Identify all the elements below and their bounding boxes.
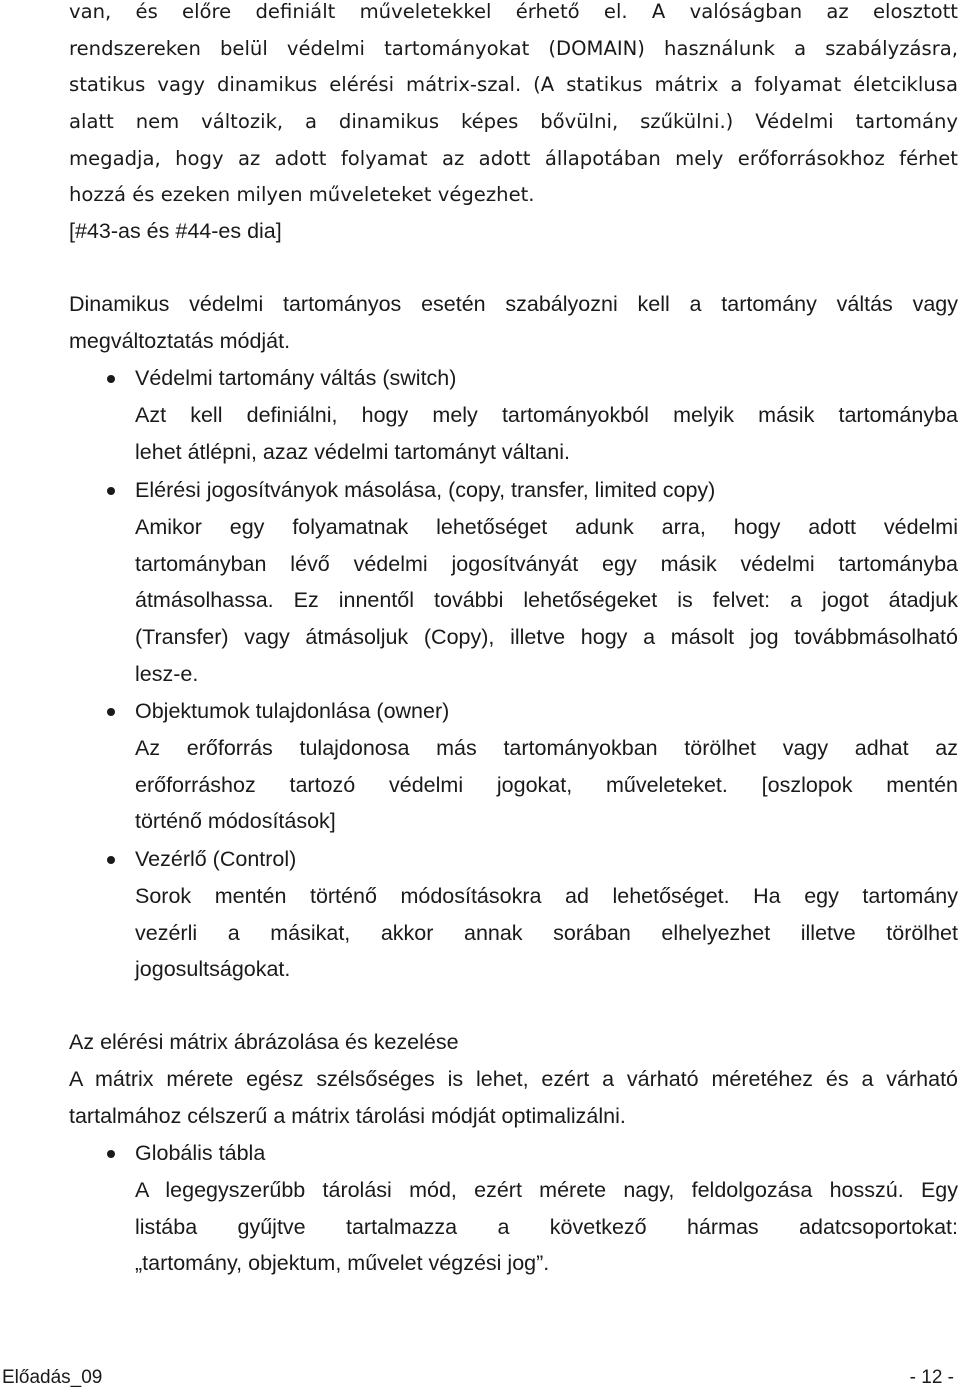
- text-line: jogosultságokat.: [135, 957, 291, 982]
- bullet-title: Objektumok tulajdonlása (owner): [135, 699, 450, 723]
- bullet-body: [135, 1172, 958, 1282]
- bullet-title: Elérési jogosítványok másolása, (copy, transfer, limited copy): [135, 478, 716, 502]
- text-line: megváltoztatás módját.: [69, 328, 291, 353]
- text-line: átmásolhassa. Ez innentől további lehetőségeket is felvet: a jogot átadjuk: [135, 588, 958, 613]
- text-line: lesz-e.: [135, 661, 199, 686]
- bullet-icon: [107, 856, 115, 864]
- text-line: (Transfer) vagy átmásoljuk (Copy), illetve hogy a másolt jog továbbmásolható: [135, 625, 958, 650]
- text-line: van, és előre definiált műveletekkel érhető el. A valóságban az elosztott: [69, 0, 958, 23]
- text-line: vezérli a másikat, akkor annak sorában elhelyezhet illetve törölhet: [135, 920, 958, 945]
- bullet-body: [135, 509, 958, 692]
- bullet-icon: [107, 487, 115, 495]
- footer-lecture-label: Előadás_09: [2, 1367, 103, 1388]
- text-line: Sorok mentén történő módosításokra ad lehetőséget. Ha egy tartomány: [135, 884, 958, 908]
- text-line: „tartomány, objektum, művelet végzési jog”.: [135, 1251, 550, 1276]
- slide-reference: [69, 213, 958, 250]
- section-paragraph: [69, 1061, 958, 1134]
- bullet-title: Védelmi tartomány váltás (switch): [135, 366, 457, 390]
- text-line: A mátrix mérete egész szélsőséges is lehet, ezért a várható méretéhez és a várható: [69, 1067, 958, 1091]
- bullet-title: Vezérlő (Control): [135, 847, 297, 871]
- dynamic-paragraph: [69, 286, 958, 359]
- bullet-body: [135, 397, 958, 470]
- text-line: lehet átlépni, azaz védelmi tartományt váltani.: [135, 439, 571, 464]
- slide-reference-text: [#43-as és #44-es dia]: [69, 219, 282, 243]
- bullet-icon: [107, 708, 115, 716]
- bullet-icon: [107, 375, 115, 383]
- text-line: Amikor egy folyamatnak lehetőséget adunk arra, hogy adott védelmi: [135, 515, 958, 539]
- text-line: Azt kell definiálni, hogy mely tartományokból melyik másik tartományba: [135, 403, 958, 427]
- bullet-title: Globális tábla: [135, 1141, 266, 1165]
- text-line: listába gyűjtve tartalmazza a következő hármas adatcsoportokat:: [135, 1214, 958, 1239]
- bullet-body: [135, 730, 958, 840]
- text-line: rendszereken belül védelmi tartományokat (DOMAIN) használunk a szabályzásra,: [69, 36, 958, 60]
- text-line: A legegyszerűbb tárolási mód, ezért mérete nagy, feldolgozása hosszú. Egy: [135, 1178, 958, 1202]
- text-line: Az erőforrás tulajdonosa más tartományokban törölhet vagy adhat az: [135, 736, 958, 760]
- text-line: megadja, hogy az adott folyamat az adott állapotában mely erőforrásokhoz férhet: [69, 146, 958, 170]
- text-line: erőforráshoz tartozó védelmi jogokat, műveleteket. [oszlopok mentén: [135, 772, 958, 797]
- text-line: történő módosítások]: [135, 809, 336, 834]
- text-line: statikus vagy dinamikus elérési mátrix-szal. (A statikus mátrix a folyamat életciklusa: [69, 73, 958, 97]
- text-line: Dinamikus védelmi tartományos esetén szabályozni kell a tartomány váltás vagy: [69, 292, 958, 316]
- text-line: tartalmához célszerű a mátrix tárolási módját optimalizálni.: [69, 1103, 626, 1128]
- bullet-body: [135, 878, 958, 988]
- text-line: tartományban lévő védelmi jogosítványát egy másik védelmi tartományba: [135, 551, 958, 576]
- bullet-icon: [107, 1150, 115, 1158]
- intro-paragraph: [69, 0, 958, 214]
- footer-page-number: - 12 -: [909, 1367, 954, 1388]
- text-line: hozzá és ezeken milyen műveleteket végezhet.: [69, 183, 535, 207]
- text-line: alatt nem változik, a dinamikus képes bővülni, szűkülni.) Védelmi tartomány: [69, 110, 958, 134]
- section-heading: Az elérési mátrix ábrázolása és kezelése: [69, 1030, 459, 1054]
